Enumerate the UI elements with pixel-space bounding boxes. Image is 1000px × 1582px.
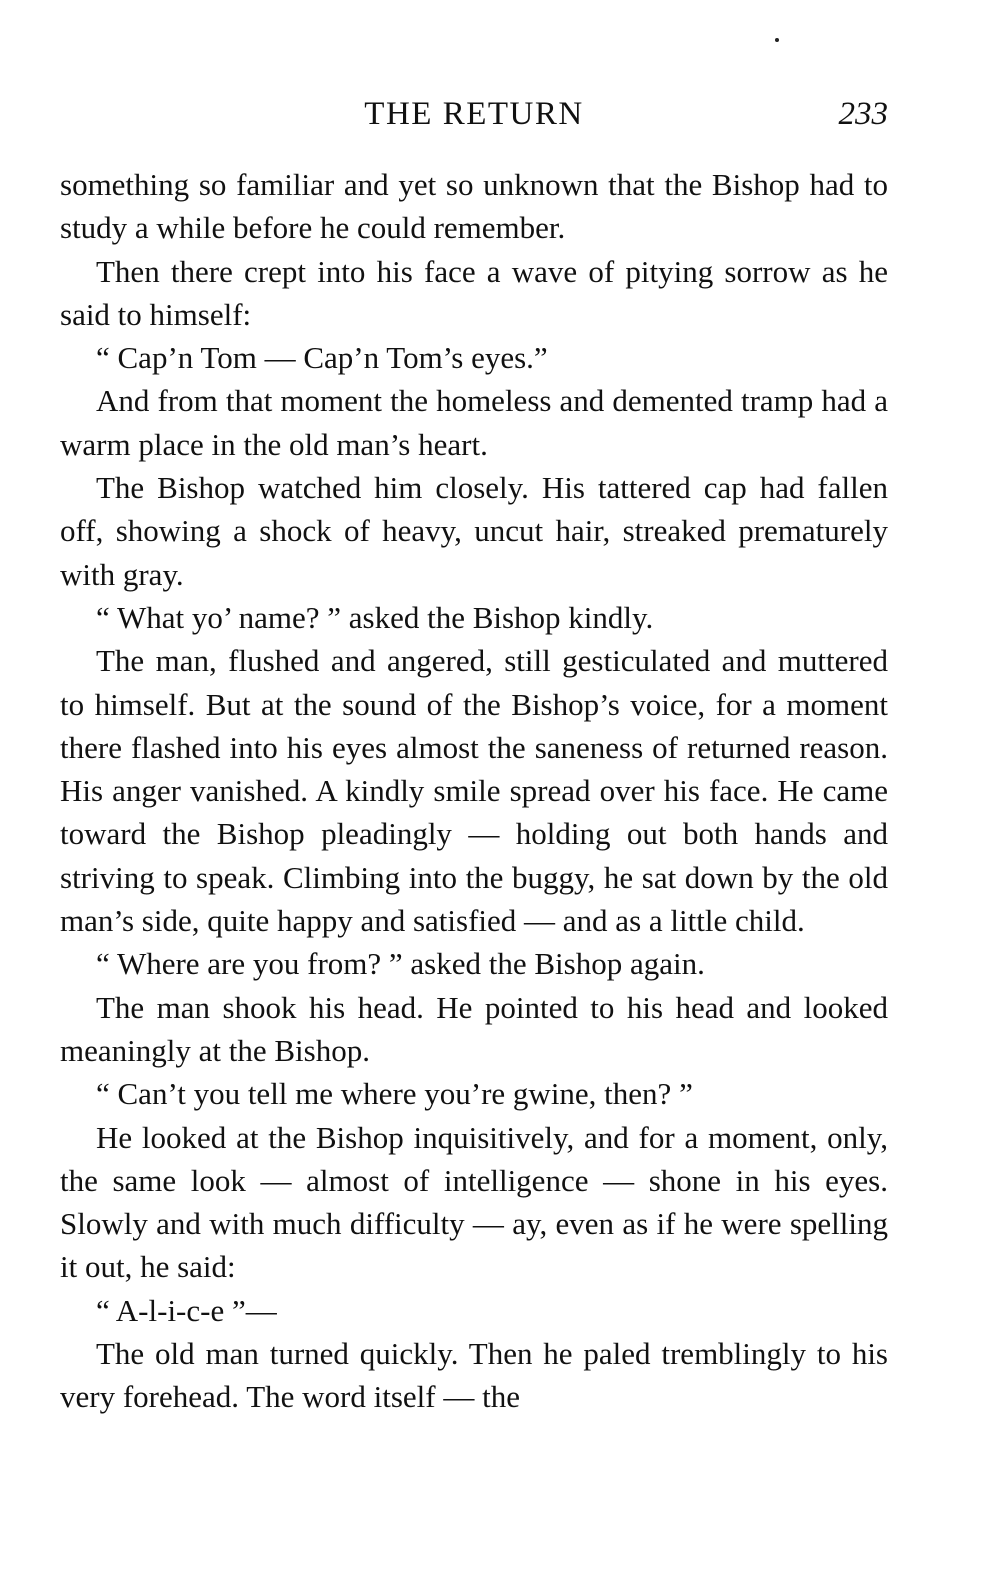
print-speck bbox=[775, 38, 779, 42]
dialogue-line: “ A-l-i-c-e ”— bbox=[96, 1292, 277, 1328]
dialogue-line: “ Can’t you tell me where you’re gwine, then? ” bbox=[96, 1076, 693, 1112]
paragraph: And from that moment the homeless and demented tramp had a warm place in the old man’s heart. bbox=[60, 383, 888, 462]
body-text bbox=[60, 163, 888, 1419]
dialogue-line: “ Where are you from? ” asked the Bishop again. bbox=[96, 946, 705, 982]
dialogue-line: “ What yo’ name? ” asked the Bishop kindly. bbox=[96, 599, 654, 635]
paragraph-continuation: something so familiar and yet so unknown that the Bishop had to study a while before he could remember. bbox=[60, 167, 888, 246]
paragraph: Then there crept into his face a wave of pitying sorrow as he said to himself: bbox=[60, 253, 888, 332]
paragraph: The Bishop watched him closely. His tattered cap had fallen off, showing a shock of heavy, uncut hair, streaked prematurely with gray. bbox=[60, 470, 888, 592]
paragraph: The man, flushed and angered, still gesticulated and muttered to himself. But at the sound of the Bishop’s voice, for a moment there flashed into his eyes almost the saneness of returned reason. His anger vanished. A kindly smile spread over his face. He came toward the Bishop pleadingly — holding out both hands and striving to speak. Climbing into the buggy, he sat down by the old man’s side, quite happy and satisfied — and as a little child. bbox=[60, 643, 888, 939]
page-number: 233 bbox=[838, 96, 888, 132]
page-header bbox=[60, 96, 888, 146]
paragraph: The man shook his head. He pointed to his head and looked meaningly at the Bishop. bbox=[60, 989, 888, 1068]
paragraph: He looked at the Bishop inquisitively, and for a moment, only, the same look — almost of intelligence — shone in his eyes. Slowly and with much difficulty — ay, even as if he were spelling it out, he said: bbox=[60, 1119, 888, 1285]
running-title: THE RETURN bbox=[364, 96, 584, 132]
dialogue-line: “ Cap’n Tom — Cap’n Tom’s eyes.” bbox=[96, 340, 548, 376]
paragraph: The old man turned quickly. Then he paled tremblingly to his very forehead. The word itself — the bbox=[60, 1336, 888, 1415]
